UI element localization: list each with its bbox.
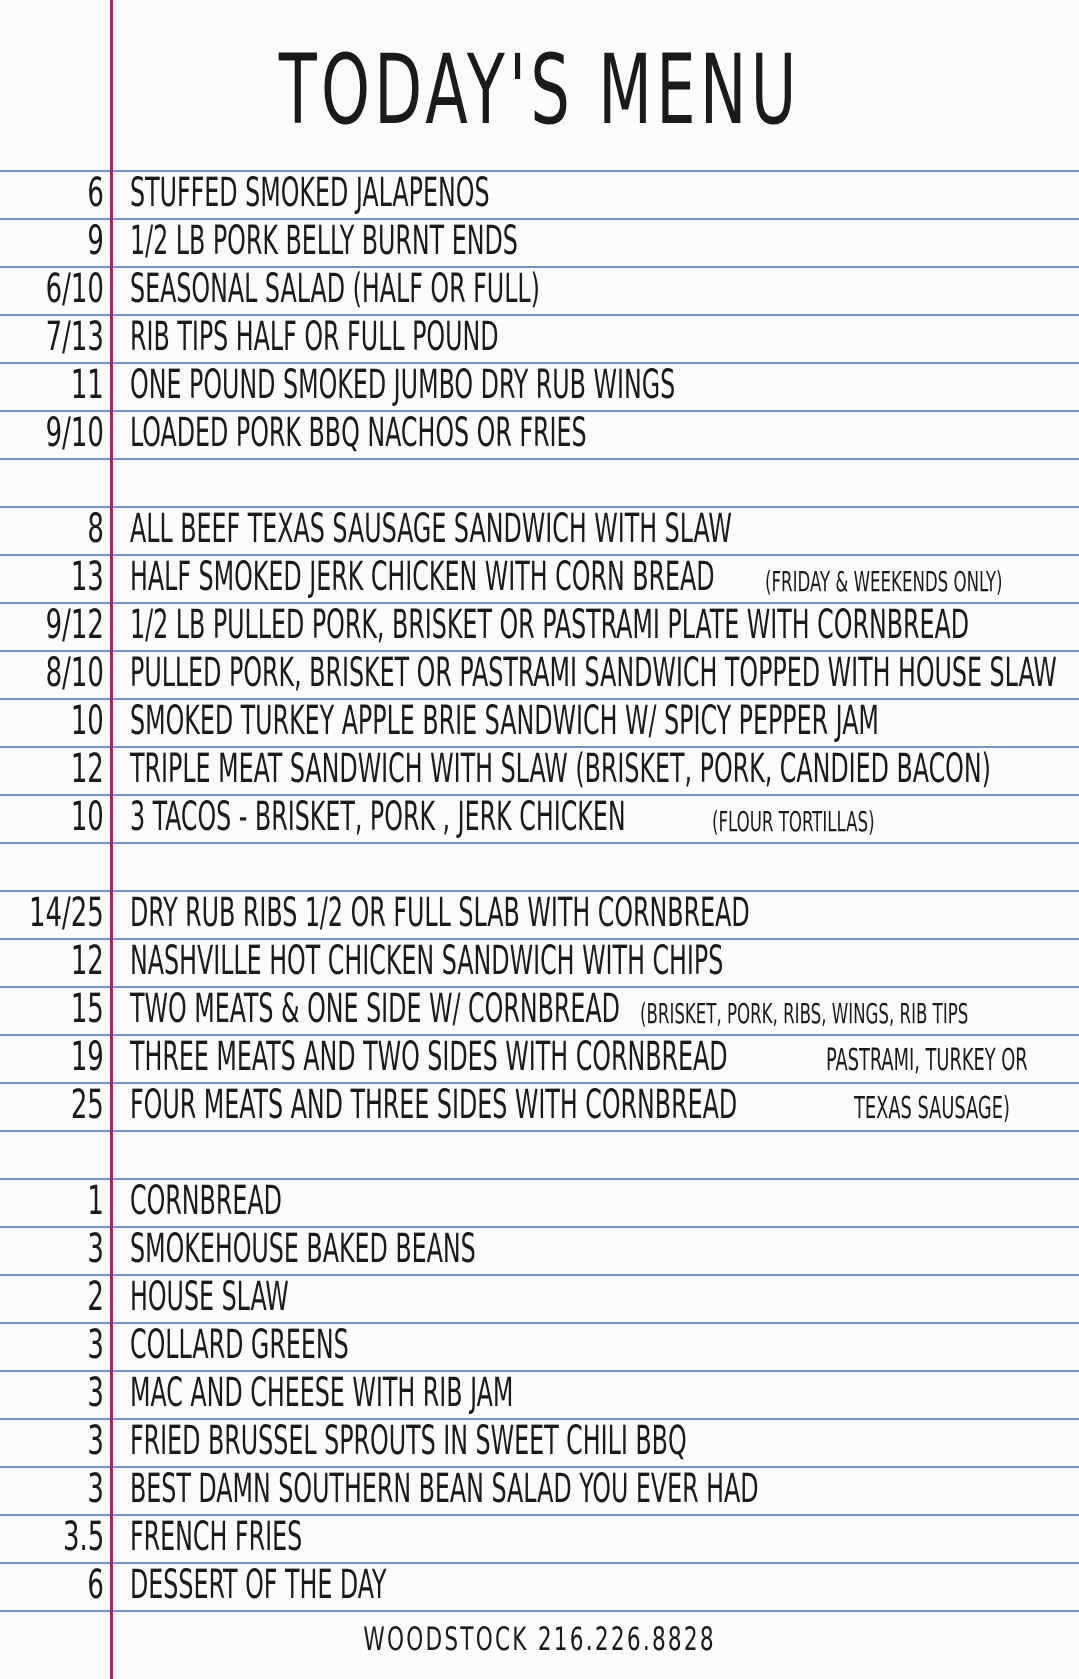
menu-item <box>0 1418 1079 1466</box>
menu-item <box>0 650 1079 698</box>
menu-item-name: MAC AND CHEESE WITH RIB JAM <box>130 1370 514 1416</box>
menu-item-name: DRY RUB RIBS 1/2 OR FULL SLAB WITH CORNBREAD <box>130 890 750 936</box>
menu-item-name: TWO MEATS & ONE SIDE W/ CORNBREAD <box>130 986 620 1032</box>
menu-item-price: 9/12 <box>45 602 104 648</box>
menu-item-name: ALL BEEF TEXAS SAUSAGE SANDWICH WITH SLAW <box>130 506 732 552</box>
menu-item-price: 3 <box>87 1370 104 1416</box>
menu-item-name: SEASONAL SALAD (HALF OR FULL) <box>130 266 540 312</box>
menu-item <box>0 1034 1079 1082</box>
menu-item <box>0 1082 1079 1130</box>
menu-item-price: 7/13 <box>45 314 104 360</box>
menu-item <box>0 1274 1079 1322</box>
menu-item-price: 11 <box>71 362 104 408</box>
menu-item <box>0 986 1079 1034</box>
menu-item <box>0 266 1079 314</box>
menu-item <box>0 506 1079 554</box>
menu-item <box>0 362 1079 410</box>
menu-item <box>0 1466 1079 1514</box>
menu-item-price: 19 <box>71 1034 104 1080</box>
menu-item-price: 3 <box>87 1322 104 1368</box>
menu-item <box>0 794 1079 842</box>
menu-item-price: 1 <box>87 1178 104 1224</box>
ruled-line <box>0 1130 1079 1132</box>
menu-item <box>0 698 1079 746</box>
menu-item-name: 1/2 LB PORK BELLY BURNT ENDS <box>130 218 518 264</box>
footer-contact: WOODSTOCK 216.226.8828 <box>363 1620 716 1658</box>
ruled-line <box>0 842 1079 844</box>
menu-item-note: (FRIDAY & WEEKENDS ONLY) <box>765 565 1003 598</box>
menu-item-name: STUFFED SMOKED JALAPENOS <box>130 170 490 216</box>
menu-item-name: COLLARD GREENS <box>130 1322 349 1368</box>
menu-item-price: 6 <box>87 170 104 216</box>
menu-item <box>0 746 1079 794</box>
menu-item-price: 8/10 <box>45 650 104 696</box>
menu-item-note: TEXAS SAUSAGE) <box>854 1091 1010 1126</box>
menu-item-name: PULLED PORK, BRISKET OR PASTRAMI SANDWICH TOPPED WITH HOUSE SLAW <box>130 650 1057 696</box>
menu-item-price: 10 <box>71 698 104 744</box>
menu-item <box>0 218 1079 266</box>
menu-item <box>0 1370 1079 1418</box>
menu-item-price: 14/25 <box>29 890 104 936</box>
menu-item <box>0 1226 1079 1274</box>
menu-item-name: TRIPLE MEAT SANDWICH WITH SLAW (BRISKET, PORK, CANDIED BACON) <box>130 746 991 792</box>
menu-item-price: 12 <box>71 938 104 984</box>
menu-item <box>0 1322 1079 1370</box>
menu-item-price: 3 <box>87 1226 104 1272</box>
menu-item-price: 6 <box>87 1562 104 1608</box>
menu-item-name: DESSERT OF THE DAY <box>130 1562 387 1608</box>
menu-item-price: 3 <box>87 1466 104 1512</box>
menu-item-note: PASTRAMI, TURKEY OR <box>826 1043 1028 1078</box>
menu-item-name: SMOKEHOUSE BAKED BEANS <box>130 1226 476 1272</box>
menu-item <box>0 410 1079 458</box>
menu-item-name: FOUR MEATS AND THREE SIDES WITH CORNBREAD <box>130 1082 738 1128</box>
menu-item <box>0 1562 1079 1610</box>
menu-item-price: 3.5 <box>62 1514 104 1560</box>
menu-item-name: ONE POUND SMOKED JUMBO DRY RUB WINGS <box>130 362 676 408</box>
menu-item-price: 9/10 <box>45 410 104 456</box>
menu-item-name: THREE MEATS AND TWO SIDES WITH CORNBREAD <box>130 1034 728 1080</box>
menu-item-price: 10 <box>71 794 104 840</box>
menu-item-name: BEST DAMN SOUTHERN BEAN SALAD YOU EVER HAD <box>130 1466 759 1512</box>
menu-item <box>0 1178 1079 1226</box>
menu-item-name: 3 TACOS - BRISKET, PORK , JERK CHICKEN <box>130 794 626 840</box>
menu-item-name: SMOKED TURKEY APPLE BRIE SANDWICH W/ SPICY PEPPER JAM <box>130 698 879 744</box>
menu-item-price: 15 <box>71 986 104 1032</box>
menu-item-name: FRIED BRUSSEL SPROUTS IN SWEET CHILI BBQ <box>130 1418 687 1464</box>
menu-item-name: 1/2 LB PULLED PORK, BRISKET OR PASTRAMI PLATE WITH CORNBREAD <box>130 602 970 648</box>
menu-item-price: 9 <box>87 218 104 264</box>
menu-item-name: FRENCH FRIES <box>130 1514 303 1560</box>
menu-item-price: 8 <box>87 506 104 552</box>
menu-item-name: CORNBREAD <box>130 1178 282 1224</box>
menu-item-price: 3 <box>87 1418 104 1464</box>
menu-item-price: 2 <box>87 1274 104 1320</box>
menu-item-price: 12 <box>71 746 104 792</box>
menu-item <box>0 1514 1079 1562</box>
menu-item-name: LOADED PORK BBQ NACHOS OR FRIES <box>130 410 587 456</box>
menu-item-name: RIB TIPS HALF OR FULL POUND <box>130 314 499 360</box>
menu-item-name: HOUSE SLAW <box>130 1274 289 1320</box>
ruled-line <box>0 458 1079 460</box>
menu-item-name: NASHVILLE HOT CHICKEN SANDWICH WITH CHIPS <box>130 938 724 984</box>
menu-item-name: HALF SMOKED JERK CHICKEN WITH CORN BREAD <box>130 554 715 600</box>
menu-item <box>0 314 1079 362</box>
menu-item-note: (BRISKET, PORK, RIBS, WINGS, RIB TIPS <box>640 997 969 1030</box>
menu-item <box>0 938 1079 986</box>
ruled-line <box>0 1610 1079 1612</box>
menu-item-price: 25 <box>71 1082 104 1128</box>
menu-item-price: 6/10 <box>45 266 104 312</box>
page-title: TODAY'S MENU <box>278 34 801 146</box>
menu-item <box>0 890 1079 938</box>
menu-item <box>0 602 1079 650</box>
menu-item-note: (FLOUR TORTILLAS) <box>712 805 875 838</box>
menu-item-price: 13 <box>71 554 104 600</box>
menu-item <box>0 170 1079 218</box>
menu-item <box>0 554 1079 602</box>
